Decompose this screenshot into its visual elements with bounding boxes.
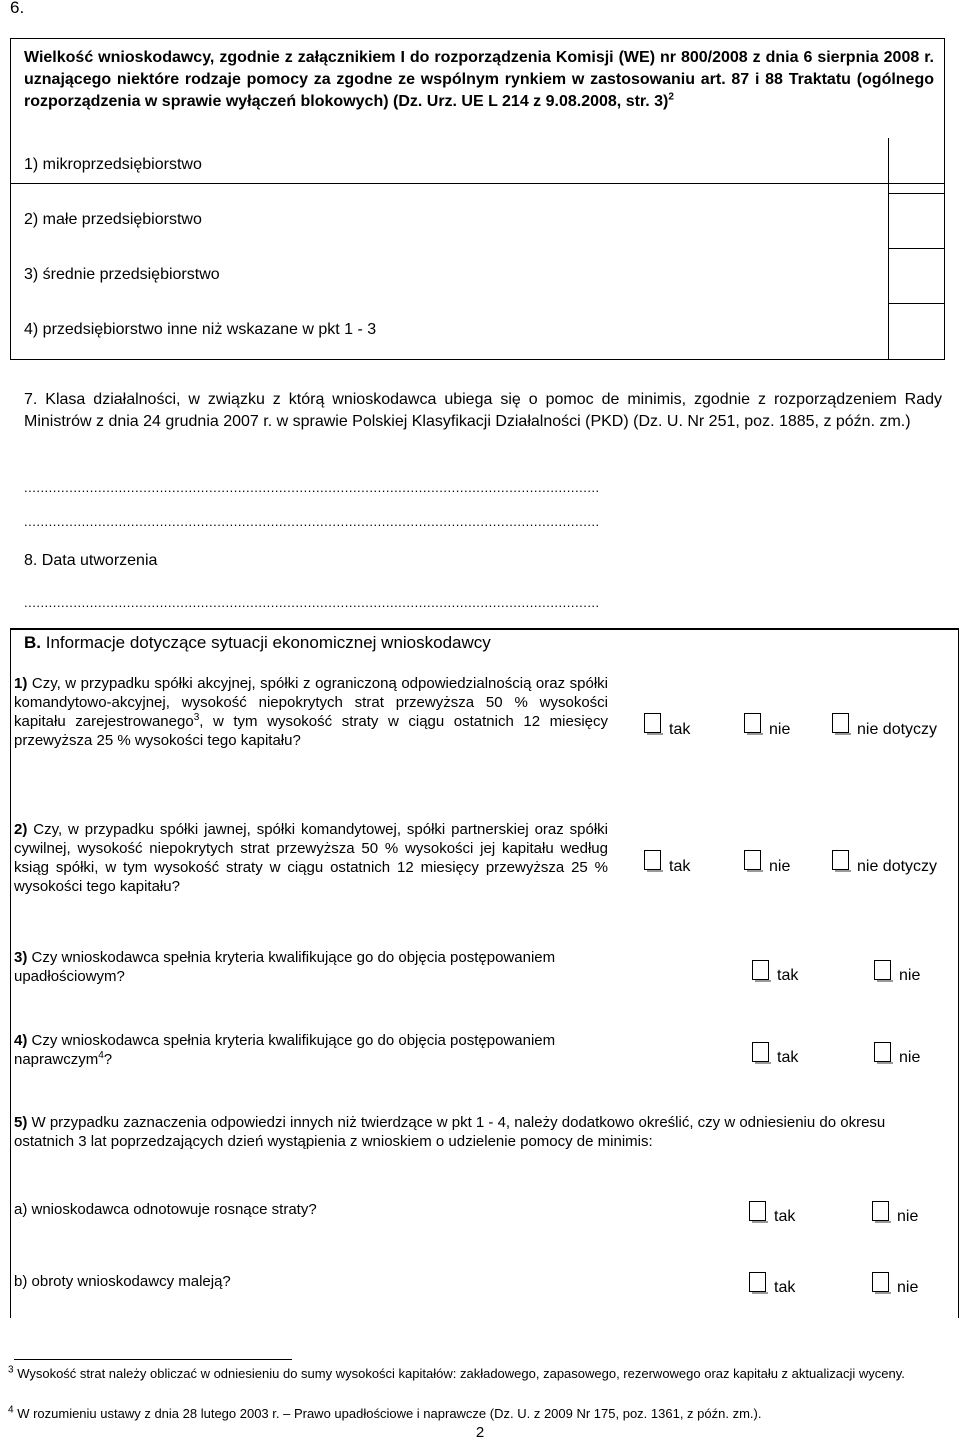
footnote-4	[8, 1406, 948, 1422]
footnote-4-text: W rozumieniu ustawy z dnia 28 lutego 2003 r. – Prawo upadłościowe i naprawcze (Dz. U. z 2009 Nr 175, poz. 1361, z późn. zm.).	[17, 1406, 762, 1421]
section-number-6: 6.	[10, 0, 25, 17]
q2-nie-dotyczy-checkbox[interactable]	[832, 850, 849, 870]
q3-tak-label: tak	[777, 967, 799, 984]
question-2	[14, 820, 608, 896]
question-4	[14, 1031, 654, 1069]
question-3-text: Czy wnioskodawca spełnia kryteria kwalifikujące go do objęcia postępowaniem upadłościowym?	[14, 949, 556, 985]
footnote-ref-3: 3	[193, 712, 200, 723]
q5a-nie-label: nie	[897, 1208, 919, 1225]
question-5b: b) obroty wnioskodawcy maleją?	[14, 1273, 231, 1290]
section-b-heading	[24, 632, 491, 654]
section-b-top-rule	[10, 628, 959, 630]
section7-text: 7. Klasa działalności, w związku z którą wnioskodawca ubiega się o pomoc de minimis, zgodnie z rozporządzeniem Rady Ministrów z dnia 24 grudnia 2007 r. w sprawie Polskiej Klasyfikacji Działalności (PKD) (Dz. U. Nr 251, poz. 1885, z późn. zm.)	[24, 391, 942, 430]
question-4-number: 4)	[14, 1032, 28, 1049]
footnote-separator	[14, 1359, 292, 1360]
size-option-2[interactable]: 2) małe przedsiębiorstwo	[24, 211, 202, 228]
question-2-number: 2)	[14, 821, 28, 838]
question-5	[14, 1113, 946, 1151]
q1-nie-dotyczy-label: nie dotyczy	[857, 721, 938, 738]
question-3	[14, 948, 654, 986]
q2-nie-dotyczy-label: nie dotyczy	[857, 858, 938, 875]
q1-tak-label: tak	[669, 721, 691, 738]
question-5-number: 5)	[14, 1114, 28, 1131]
q2-nie-label: nie	[769, 858, 791, 875]
pkd-fill-line-1[interactable]: ............................................................................................................................................	[24, 480, 600, 495]
q5b-nie-checkbox[interactable]	[872, 1272, 889, 1292]
footnote-ref-2: 2	[668, 91, 674, 103]
creation-date-fill-line[interactable]: ............................................................................................................................................	[24, 595, 600, 610]
question-2-text: Czy, w przypadku spółki jawnej, spółki komandytowej, spółki partnerskiej oraz spółki cywilnej, wysokość niepokrytych strat przewyższa 50 % wysokości jej kapitału według ksiąg spółki, w tym wysokość straty w ciągu ostatnich 12 miesięcy przewyższa 25 % wysokości tego kapitału?	[14, 821, 608, 895]
q5a-nie-checkbox[interactable]	[872, 1201, 889, 1221]
q3-tak-checkbox[interactable]	[752, 960, 769, 980]
q2-tak-label: tak	[669, 858, 691, 875]
section-b-letter: B.	[24, 633, 41, 652]
q1-nie-dotyczy-checkbox[interactable]	[832, 713, 849, 733]
question-3-number: 3)	[14, 949, 28, 966]
q1-tak-checkbox[interactable]	[644, 713, 661, 733]
q1-nie-checkbox[interactable]	[744, 713, 761, 733]
q2-tak-checkbox[interactable]	[644, 850, 661, 870]
q4-tak-checkbox[interactable]	[752, 1042, 769, 1062]
q5b-tak-label: tak	[774, 1279, 796, 1296]
size-option-3[interactable]: 3) średnie przedsiębiorstwo	[24, 266, 220, 283]
footnote-3	[8, 1366, 948, 1382]
option-row-sep-3	[888, 303, 945, 304]
section6-title	[24, 47, 934, 113]
section-b-title: Informacje dotyczące sytuacji ekonomicznej wnioskodawcy	[45, 633, 491, 652]
question-5-text: W przypadku zaznaczenia odpowiedzi innych niż twierdzące w pkt 1 - 4, należy dodatkowo określić, czy w odniesieniu do okresu ostatnich 3 lat poprzedzających dzień wystąpienia z wnioskiem o udzielenie pomocy de minimis:	[14, 1114, 886, 1150]
q3-nie-checkbox[interactable]	[874, 960, 891, 980]
q1-nie-label: nie	[769, 721, 791, 738]
section-b-right-border	[958, 628, 959, 1318]
q5a-tak-label: tak	[774, 1208, 796, 1225]
q5a-tak-checkbox[interactable]	[749, 1201, 766, 1221]
question-1	[14, 674, 608, 750]
option-row-sep-2	[888, 248, 945, 249]
q5b-nie-label: nie	[897, 1279, 919, 1296]
section6-title-text: Wielkość wnioskodawcy, zgodnie z załącznikiem I do rozporządzenia Komisji (WE) nr 800/2008 z dnia 6 sierpnia 2008 r. uznającego niektóre rodzaje pomocy za zgodne ze wspólnym rynkiem w zastosowaniu art. 87 i 88 Traktatu (ogólnego rozporządzenia w sprawie wyłączeń blokowych) (Dz. Urz. UE L 214 z 9.08.2008, str. 3)	[24, 49, 934, 110]
size-option-4[interactable]: 4) przedsiębiorstwo inne niż wskazane w pkt 1 - 3	[24, 321, 377, 338]
footnote-3-number: 3	[8, 1364, 14, 1376]
q2-nie-checkbox[interactable]	[744, 850, 761, 870]
question-1-text-a: Czy, w przypadku spółki akcyjnej, spółki z ograniczoną odpowiedzialnością oraz spółki komandytowo-akcyjnej, wysokość niepokrytych strat przewyższa 50 % wysokości kapitału zarejestrowanego	[14, 675, 608, 730]
question-5a: a) wnioskodawca odnotowuje rosnące straty?	[14, 1201, 317, 1218]
footnote-ref-4: 4	[98, 1050, 104, 1061]
size-option-1[interactable]: 1) mikroprzedsiębiorstwo	[24, 156, 202, 173]
footnote-4-number: 4	[8, 1404, 14, 1416]
q5b-tak-checkbox[interactable]	[749, 1272, 766, 1292]
q4-nie-label: nie	[899, 1049, 921, 1066]
section8-label: 8. Data utworzenia	[24, 552, 158, 569]
question-1-number: 1)	[14, 675, 28, 692]
option-row-sep-1	[888, 193, 945, 194]
section-b-left-border	[10, 628, 11, 1318]
page-number: 2	[475, 1424, 485, 1441]
q4-tak-label: tak	[777, 1049, 799, 1066]
footnote-3-text: Wysokość strat należy obliczać w odniesieniu do sumy wysokości kapitałów: zakładowego, zapasowego, rezerwowego oraz kapitału z aktualizacji wyceny.	[17, 1366, 905, 1381]
question-4-text-a: Czy wnioskodawca spełnia kryteria kwalifikujące go do objęcia postępowaniem naprawczym	[14, 1032, 556, 1068]
question-1-text-b: , w tym wysokość straty w ciągu ostatnich 12 miesięcy przewyższa 25 % wysokości tego kapitału?	[14, 713, 608, 749]
question-4-text-b: ?	[103, 1051, 113, 1068]
q4-nie-checkbox[interactable]	[874, 1042, 891, 1062]
q3-nie-label: nie	[899, 967, 921, 984]
options-divider	[888, 138, 889, 360]
pkd-fill-line-2[interactable]: ............................................................................................................................................	[24, 514, 600, 529]
